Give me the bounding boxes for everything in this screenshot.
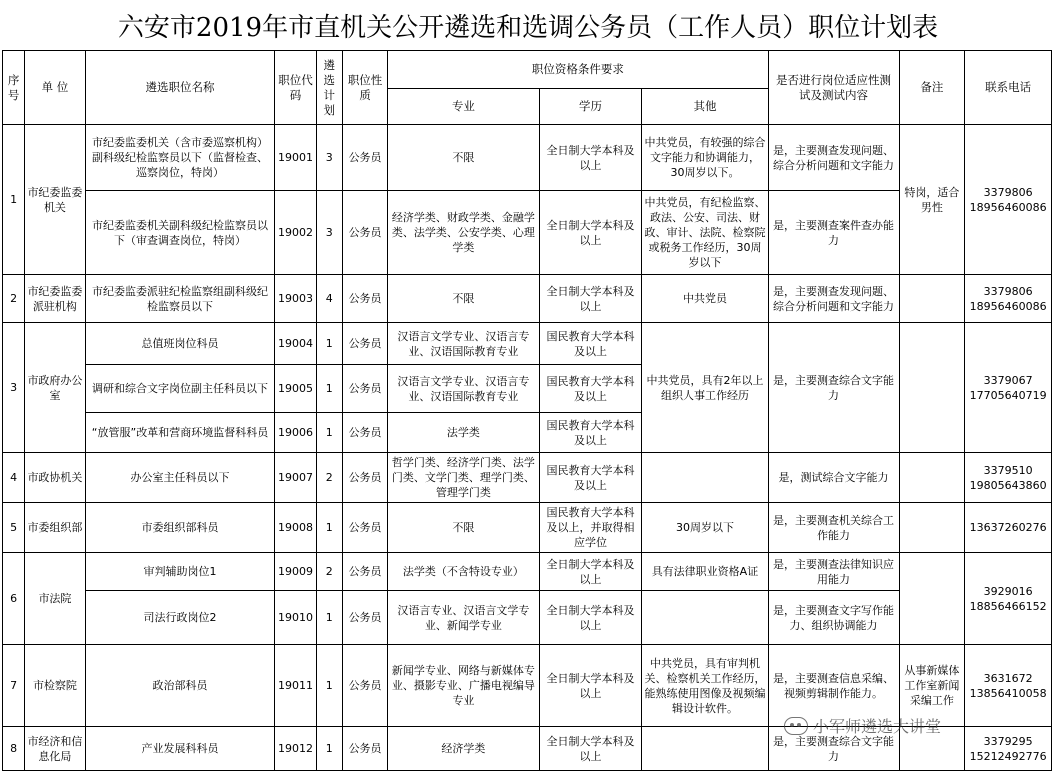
- cell-nature: 公务员: [342, 275, 387, 323]
- header-phone: 联系电话: [965, 51, 1052, 125]
- cell-count: 3: [316, 125, 342, 191]
- cell-code: 19008: [275, 503, 316, 553]
- cell-count: 1: [316, 591, 342, 645]
- cell-count: 1: [316, 365, 342, 413]
- cell-count: 2: [316, 553, 342, 591]
- cell-education: 国民教育大学本科及以上: [539, 453, 642, 503]
- cell-education: 国民教育大学本科及以上，并取得相应学位: [539, 503, 642, 553]
- watermark: [784, 714, 941, 737]
- cell-major: 新闻学专业、网络与新媒体专业、摄影专业、广播电视编导专业: [388, 645, 539, 727]
- cell-count: 2: [316, 453, 342, 503]
- cell-seq: 2: [3, 275, 25, 323]
- cell-test: 是，主要测查机关综合工作能力: [768, 503, 899, 553]
- cell-nature: 公务员: [342, 413, 387, 453]
- table-row: [3, 125, 1052, 191]
- table-row: [3, 453, 1052, 503]
- cell-phone: 3929016 18856466152: [965, 553, 1052, 645]
- header-code: 职位代码: [275, 51, 316, 125]
- cell-position-name: 市纪委监委派驻纪检监察组副科级纪检监察员以下: [85, 275, 275, 323]
- cell-count: 1: [316, 727, 342, 771]
- cell-position-name: 调研和综合文字岗位副主任科员以下: [85, 365, 275, 413]
- cell-nature: 公务员: [342, 591, 387, 645]
- cell-phone: 13637260276: [965, 503, 1052, 553]
- cell-nature: 公务员: [342, 553, 387, 591]
- cell-position-name: 市纪委监委机关副科级纪检监察员以下（审查调查岗位，特岗）: [85, 191, 275, 275]
- cell-count: 4: [316, 275, 342, 323]
- cell-nature: 公务员: [342, 323, 387, 365]
- cell-position-name: 产业发展科科员: [85, 727, 275, 771]
- position-plan-table: [2, 50, 1052, 771]
- cell-unit: 市政府办公室: [25, 323, 86, 453]
- cell-major: 法学类: [388, 413, 539, 453]
- cell-nature: 公务员: [342, 503, 387, 553]
- cell-count: 3: [316, 191, 342, 275]
- cell-seq: 1: [3, 125, 25, 275]
- cell-position-name: 市纪委监委机关（含市委巡察机构）副科级纪检监察员以下（监督检查、巡察岗位，特岗）: [85, 125, 275, 191]
- cell-position-name: 政治部科员: [85, 645, 275, 727]
- cell-major: 不限: [388, 503, 539, 553]
- cell-code: 19011: [275, 645, 316, 727]
- cell-position-name: 审判辅助岗位1: [85, 553, 275, 591]
- cell-unit: 市经济和信息化局: [25, 727, 86, 771]
- cell-major: 法学类（不含特设专业）: [388, 553, 539, 591]
- cell-test: 是，主要测查综合文字能力: [768, 323, 899, 453]
- cell-phone: 3379295 15212492776: [965, 727, 1052, 771]
- cell-major: 经济学类: [388, 727, 539, 771]
- cell-count: 1: [316, 503, 342, 553]
- cell-phone: 3379067 17705640719: [965, 323, 1052, 453]
- cell-education: 国民教育大学本科及以上: [539, 323, 642, 365]
- cell-test: 是，主要测查案件查办能力: [768, 191, 899, 275]
- cell-count: 1: [316, 323, 342, 365]
- cell-code: 19009: [275, 553, 316, 591]
- cell-remark: 特岗，适合男性: [899, 125, 965, 275]
- cell-major: 汉语言专业、汉语言文学专业、新闻学专业: [388, 591, 539, 645]
- watermark-text: 小军师遴选大讲堂: [813, 717, 942, 736]
- cell-code: 19004: [275, 323, 316, 365]
- cell-remark: [899, 275, 965, 323]
- cell-seq: 6: [3, 553, 25, 645]
- cell-major: 不限: [388, 275, 539, 323]
- cell-code: 19001: [275, 125, 316, 191]
- cell-other: 中共党员: [642, 275, 768, 323]
- table-row: [3, 553, 1052, 591]
- cell-code: 19007: [275, 453, 316, 503]
- table-row: [3, 503, 1052, 553]
- cell-education: 国民教育大学本科及以上: [539, 413, 642, 453]
- header-test: 是否进行岗位适应性测试及测试内容: [768, 51, 899, 125]
- cell-other: 具有法律职业资格A证: [642, 553, 768, 591]
- cell-major: 汉语言文学专业、汉语言专业、汉语国际教育专业: [388, 323, 539, 365]
- cell-position-name: 总值班岗位科员: [85, 323, 275, 365]
- cell-nature: 公务员: [342, 125, 387, 191]
- header-unit: 单 位: [25, 51, 86, 125]
- cell-position-name: 司法行政岗位2: [85, 591, 275, 645]
- table-row: [3, 591, 1052, 645]
- cell-other: [642, 591, 768, 645]
- cell-code: 19005: [275, 365, 316, 413]
- cell-education: 全日制大学本科及以上: [539, 191, 642, 275]
- table-row: [3, 191, 1052, 275]
- cell-count: 1: [316, 645, 342, 727]
- cell-other: 30周岁以下: [642, 503, 768, 553]
- cell-nature: 公务员: [342, 727, 387, 771]
- cell-other: [642, 727, 768, 771]
- cell-phone: 3379806 18956460086: [965, 125, 1052, 275]
- table-row: [3, 323, 1052, 365]
- cell-code: 19010: [275, 591, 316, 645]
- cell-major: 经济学类、财政学类、金融学类、法学类、公安学类、心理学类: [388, 191, 539, 275]
- table-row: [3, 275, 1052, 323]
- cell-unit: 市政协机关: [25, 453, 86, 503]
- cell-position-name: 办公室主任科员以下: [85, 453, 275, 503]
- cell-nature: 公务员: [342, 645, 387, 727]
- cell-other: 中共党员，具有2年以上组织人事工作经历: [642, 323, 768, 453]
- cell-education: 全日制大学本科及以上: [539, 591, 642, 645]
- cell-code: 19006: [275, 413, 316, 453]
- cell-test: 是，主要测查发现问题、综合分析问题和文字能力: [768, 275, 899, 323]
- header-education: 学历: [539, 89, 642, 125]
- cell-education: 全日制大学本科及以上: [539, 727, 642, 771]
- header-seq: 序号: [3, 51, 25, 125]
- cell-count: 1: [316, 413, 342, 453]
- cell-other: 中共党员，有纪检监察、政法、公安、司法、财政、审计、法院、检察院或税务工作经历，30周岁以下: [642, 191, 768, 275]
- cell-test: 是，测试综合文字能力: [768, 453, 899, 503]
- cell-major: 汉语言文学专业、汉语言专业、汉语国际教育专业: [388, 365, 539, 413]
- cell-other: 中共党员，有较强的综合文字能力和协调能力，30周岁以下。: [642, 125, 768, 191]
- header-remark: 备注: [899, 51, 965, 125]
- header-other: 其他: [642, 89, 768, 125]
- cell-nature: 公务员: [342, 453, 387, 503]
- cell-seq: 5: [3, 503, 25, 553]
- cell-unit: 市检察院: [25, 645, 86, 727]
- cell-test: 是，主要测查发现问题、综合分析问题和文字能力: [768, 125, 899, 191]
- cell-seq: 7: [3, 645, 25, 727]
- page-title: 六安市2019年市直机关公开遴选和选调公务员（工作人员）职位计划表: [117, 12, 939, 43]
- cell-unit: 市纪委监委机关: [25, 125, 86, 275]
- cell-nature: 公务员: [342, 191, 387, 275]
- header-count: 遴选计划: [316, 51, 342, 125]
- wechat-icon: [784, 717, 808, 735]
- header-nature: 职位性质: [342, 51, 387, 125]
- cell-test: 是，主要测查文字写作能力、组织协调能力: [768, 591, 899, 645]
- cell-phone: 3631672 13856410058: [965, 645, 1052, 727]
- cell-unit: 市纪委监委派驻机构: [25, 275, 86, 323]
- header-position-name: 遴选职位名称: [85, 51, 275, 125]
- cell-unit: 市法院: [25, 553, 86, 645]
- cell-unit: 市委组织部: [25, 503, 86, 553]
- cell-phone: 3379806 18956460086: [965, 275, 1052, 323]
- cell-position-name: “放管服”改革和营商环境监督科科员: [85, 413, 275, 453]
- cell-phone: 3379510 19805643860: [965, 453, 1052, 503]
- header-requirements: 职位资格条件要求: [388, 51, 768, 89]
- cell-education: 国民教育大学本科及以上: [539, 365, 642, 413]
- cell-test: 是，主要测查信息采编、视频剪辑制作能力。: [768, 645, 899, 727]
- cell-code: 19002: [275, 191, 316, 275]
- cell-seq: 3: [3, 323, 25, 453]
- cell-remark: [899, 323, 965, 453]
- cell-code: 19003: [275, 275, 316, 323]
- cell-education: 全日制大学本科及以上: [539, 553, 642, 591]
- cell-other: [642, 453, 768, 503]
- cell-code: 19012: [275, 727, 316, 771]
- cell-education: 全日制大学本科及以上: [539, 125, 642, 191]
- cell-remark: [899, 453, 965, 503]
- header-major: 专业: [388, 89, 539, 125]
- cell-position-name: 市委组织部科员: [85, 503, 275, 553]
- cell-remark: 从事新媒体工作室新闻采编工作: [899, 645, 965, 727]
- cell-seq: 8: [3, 727, 25, 771]
- cell-major: 哲学门类、经济学门类、法学门类、文学门类、理学门类、管理学门类: [388, 453, 539, 503]
- cell-remark: [899, 553, 965, 645]
- cell-education: 全日制大学本科及以上: [539, 275, 642, 323]
- cell-education: 全日制大学本科及以上: [539, 645, 642, 727]
- cell-nature: 公务员: [342, 365, 387, 413]
- cell-remark: [899, 503, 965, 553]
- cell-major: 不限: [388, 125, 539, 191]
- cell-other: 中共党员，具有审判机关、检察机关工作经历，能熟练使用图像及视频编辑设计软件。: [642, 645, 768, 727]
- cell-test: 是，主要测查综合文字能力: [768, 727, 899, 771]
- cell-test: 是，主要测查法律知识应用能力: [768, 553, 899, 591]
- cell-seq: 4: [3, 453, 25, 503]
